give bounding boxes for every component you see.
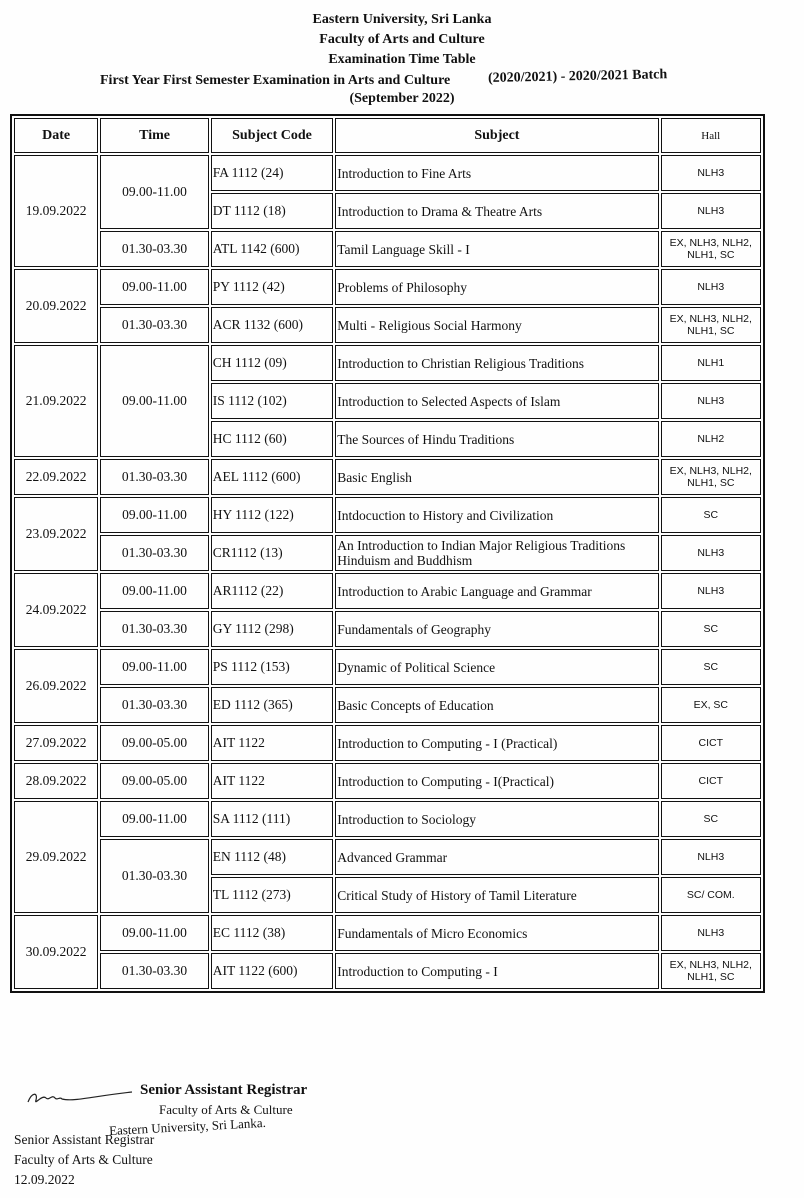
subject-cell: Introduction to Computing - I(Practical) (335, 763, 658, 799)
table-row (14, 497, 761, 533)
document-title: Examination Time Table (328, 52, 476, 67)
hall-cell: NLH3 (661, 839, 761, 875)
signoff-date: 12.09.2022 (14, 1172, 75, 1187)
exam-line-row (0, 67, 804, 92)
signoff-role: Senior Assistant Registrar (14, 1132, 155, 1147)
subject-code-cell: CR1112 (13) (211, 535, 333, 571)
hall-cell: SC (661, 611, 761, 647)
subject-code-cell: EN 1112 (48) (211, 839, 333, 875)
subject-cell: Introduction to Christian Religious Traditions (335, 345, 658, 381)
table-row (14, 687, 761, 723)
date-cell: 21.09.2022 (14, 345, 98, 457)
hall-cell: NLH2 (661, 421, 761, 457)
timetable-header-row (14, 118, 761, 153)
subject-code-cell: AR1112 (22) (211, 573, 333, 609)
subject-cell: Basic Concepts of Education (335, 687, 658, 723)
subject-cell: Fundamentals of Geography (335, 611, 658, 647)
timetable (10, 114, 765, 993)
hall-cell: EX, SC (661, 687, 761, 723)
table-row (14, 763, 761, 799)
batch-label: (2020/2021) - 2020/2021 Batch (487, 67, 668, 86)
table-row (14, 725, 761, 761)
subject-code-cell: ACR 1132 (600) (211, 307, 333, 343)
subject-cell: An Introduction to Indian Major Religious Traditions Hinduism and Buddhism (335, 535, 658, 571)
hall-cell: EX, NLH3, NLH2, NLH1, SC (661, 459, 761, 495)
subject-cell: The Sources of Hindu Traditions (335, 421, 658, 457)
subject-cell: Introduction to Computing - I (Practical) (335, 725, 658, 761)
subject-code-cell: GY 1112 (298) (211, 611, 333, 647)
subject-cell: Problems of Philosophy (335, 269, 658, 305)
date-cell: 22.09.2022 (14, 459, 98, 495)
subject-cell: Introduction to Arabic Language and Grammar (335, 573, 658, 609)
subject-cell: Introduction to Drama & Theatre Arts (335, 193, 658, 229)
hall-cell: EX, NLH3, NLH2, NLH1, SC (661, 953, 761, 989)
table-row (14, 611, 761, 647)
time-cell: 09.00-11.00 (100, 573, 208, 609)
subject-cell: Introduction to Selected Aspects of Islam (335, 383, 658, 419)
subject-code-cell: HC 1112 (60) (211, 421, 333, 457)
hall-cell: NLH3 (661, 383, 761, 419)
table-row (14, 459, 761, 495)
table-row (14, 649, 761, 685)
time-cell: 01.30-03.30 (100, 611, 208, 647)
table-row (14, 953, 761, 989)
table-row (14, 307, 761, 343)
subject-cell: Introduction to Fine Arts (335, 155, 658, 191)
date-cell: 26.09.2022 (14, 649, 98, 723)
time-cell: 09.00-11.00 (100, 155, 208, 229)
subject-cell: Introduction to Sociology (335, 801, 658, 837)
time-cell: 09.00-11.00 (100, 801, 208, 837)
subject-cell: Basic English (335, 459, 658, 495)
document-header (0, 10, 804, 108)
subject-cell: Introduction to Computing - I (335, 953, 658, 989)
time-cell: 09.00-11.00 (100, 269, 208, 305)
table-row (14, 801, 761, 837)
subject-code-cell: AEL 1112 (600) (211, 459, 333, 495)
subject-code-cell: IS 1112 (102) (211, 383, 333, 419)
time-cell: 01.30-03.30 (100, 231, 208, 267)
stamp-university: Eastern University, Sri Lanka. (108, 1114, 267, 1139)
header-subject: Subject (335, 118, 658, 153)
hall-cell: CICT (661, 725, 761, 761)
hall-cell: NLH3 (661, 269, 761, 305)
signature-block (14, 1070, 414, 1190)
hall-cell: NLH3 (661, 535, 761, 571)
time-cell: 09.00-05.00 (100, 725, 208, 761)
signoff (14, 1130, 154, 1190)
subject-code-cell: ED 1112 (365) (211, 687, 333, 723)
subject-code-cell: AIT 1122 (211, 763, 333, 799)
table-row (14, 345, 761, 381)
table-row (14, 231, 761, 267)
subject-code-cell: AIT 1122 (600) (211, 953, 333, 989)
subject-cell: Advanced Grammar (335, 839, 658, 875)
subject-cell: Multi - Religious Social Harmony (335, 307, 658, 343)
header-subject-code: Subject Code (211, 118, 333, 153)
header-time: Time (100, 118, 208, 153)
hall-cell: NLH1 (661, 345, 761, 381)
exam-line: First Year First Semester Examination in Arts and Culture (100, 73, 451, 88)
table-row (14, 535, 761, 571)
time-cell: 09.00-11.00 (100, 649, 208, 685)
university-name: Eastern University, Sri Lanka (312, 12, 492, 27)
time-cell: 09.00-11.00 (100, 915, 208, 951)
subject-cell: Intdocuction to History and Civilization (335, 497, 658, 533)
time-cell: 01.30-03.30 (100, 839, 208, 913)
time-cell: 09.00-11.00 (100, 497, 208, 533)
hall-cell: NLH3 (661, 573, 761, 609)
stamp-faculty: Faculty of Arts & Culture (159, 1102, 293, 1117)
stamp-title: Senior Assistant Registrar (140, 1082, 308, 1098)
hall-cell: SC/ COM. (661, 877, 761, 913)
subject-code-cell: PY 1112 (42) (211, 269, 333, 305)
subject-code-cell: PS 1112 (153) (211, 649, 333, 685)
subject-code-cell: TL 1112 (273) (211, 877, 333, 913)
subject-code-cell: DT 1112 (18) (211, 193, 333, 229)
table-row (14, 573, 761, 609)
date-cell: 30.09.2022 (14, 915, 98, 989)
time-cell: 01.30-03.30 (100, 459, 208, 495)
subject-code-cell: FA 1112 (24) (211, 155, 333, 191)
subject-cell: Tamil Language Skill - I (335, 231, 658, 267)
subject-code-cell: EC 1112 (38) (211, 915, 333, 951)
time-cell: 01.30-03.30 (100, 953, 208, 989)
subject-cell: Fundamentals of Micro Economics (335, 915, 658, 951)
subject-cell: Critical Study of History of Tamil Literature (335, 877, 658, 913)
subject-code-cell: ATL 1142 (600) (211, 231, 333, 267)
header-hall: Hall (661, 118, 761, 153)
time-cell: 09.00-11.00 (100, 345, 208, 457)
subject-cell: Dynamic of Political Science (335, 649, 658, 685)
hall-cell: CICT (661, 763, 761, 799)
table-row (14, 155, 761, 191)
hall-cell: NLH3 (661, 155, 761, 191)
table-row (14, 839, 761, 875)
subject-code-cell: AIT 1122 (211, 725, 333, 761)
time-cell: 01.30-03.30 (100, 687, 208, 723)
subject-code-cell: SA 1112 (111) (211, 801, 333, 837)
date-cell: 28.09.2022 (14, 763, 98, 799)
hall-cell: NLH3 (661, 915, 761, 951)
table-row (14, 269, 761, 305)
time-cell: 01.30-03.30 (100, 307, 208, 343)
date-cell: 19.09.2022 (14, 155, 98, 267)
date-cell: 29.09.2022 (14, 801, 98, 913)
hall-cell: SC (661, 497, 761, 533)
header-date: Date (14, 118, 98, 153)
time-cell: 09.00-05.00 (100, 763, 208, 799)
hall-cell: SC (661, 801, 761, 837)
timetable-body (14, 155, 761, 989)
signoff-faculty: Faculty of Arts & Culture (14, 1152, 153, 1167)
hall-cell: NLH3 (661, 193, 761, 229)
exam-period: (September 2022) (349, 91, 455, 106)
time-cell: 01.30-03.30 (100, 535, 208, 571)
faculty-name: Faculty of Arts and Culture (319, 32, 485, 47)
date-cell: 20.09.2022 (14, 269, 98, 343)
hall-cell: SC (661, 649, 761, 685)
subject-code-cell: HY 1112 (122) (211, 497, 333, 533)
hall-cell: EX, NLH3, NLH2, NLH1, SC (661, 307, 761, 343)
subject-code-cell: CH 1112 (09) (211, 345, 333, 381)
hall-cell: EX, NLH3, NLH2, NLH1, SC (661, 231, 761, 267)
date-cell: 24.09.2022 (14, 573, 98, 647)
date-cell: 23.09.2022 (14, 497, 98, 571)
date-cell: 27.09.2022 (14, 725, 98, 761)
table-row (14, 915, 761, 951)
signature-image (24, 1084, 134, 1114)
